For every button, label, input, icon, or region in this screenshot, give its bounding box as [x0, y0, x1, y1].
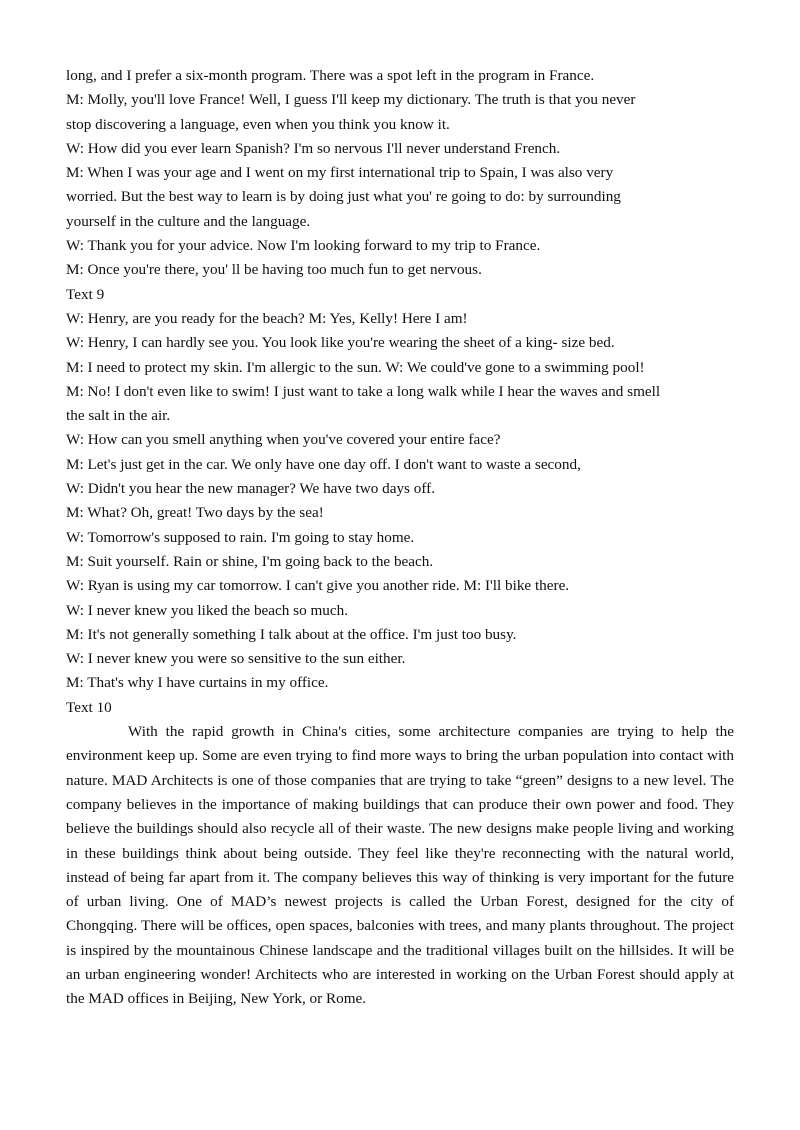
text-line: W: Tomorrow's supposed to rain. I'm going to stay home.	[66, 528, 415, 546]
text-line: M: Molly, you'll love France! Well, I guess I'll keep my dictionary. The truth is that you never	[66, 91, 636, 109]
text-line: W: Henry, I can hardly see you. You look like you're wearing the sheet of a king- size bed.	[66, 334, 615, 352]
text-line: M: No! I don't even like to swim! I just want to take a long walk while I hear the waves and smell	[66, 382, 661, 400]
text-line: W: How can you smell anything when you've covered your entire face?	[66, 431, 501, 449]
text-line: M: Suit yourself. Rain or shine, I'm going back to the beach.	[66, 552, 434, 570]
document-page	[66, 64, 734, 1012]
text-line: worried. But the best way to learn is by doing just what you' re going to do: by surrounding	[66, 188, 621, 206]
text-line: stop discovering a language, even when you think you know it.	[66, 115, 450, 133]
text-10-paragraph: With the rapid growth in China's cities, some architecture companies are trying to help the environment keep up. Some are even trying to find more ways to bring the urban population into contact with nature. MAD Architects is one of those companies that are trying to take “green” designs to a new level. The company believes in the importance of making buildings that can produce their own power and food. They believe the buildings should also recycle all of their waste. The new designs make people living and working in these buildings think about being outside. They feel like they're reconnecting with the natural world, instead of being far apart from it. The company believes this way of thinking is very important for the future of urban living. One of MAD’s newest projects is called the Urban Forest, designed for the city of Chongqing. There will be offices, open spaces, balconies with trees, and many plants throughout. The project is inspired by the mountainous Chinese landscape and the traditional villages built on the hillsides. It will be an urban engineering wonder! Architects who are interested in working on the Urban Forest should apply at the MAD offices in Beijing, New York, or Rome.	[66, 723, 734, 1008]
section-heading-text-9: Text 9	[66, 285, 105, 303]
text-line: M: What? Oh, great! Two days by the sea!	[66, 504, 324, 522]
text-line: yourself in the culture and the language.	[66, 212, 311, 230]
text-line: W: I never knew you liked the beach so much.	[66, 601, 348, 619]
text-line: W: Thank you for your advice. Now I'm looking forward to my trip to France.	[66, 237, 541, 255]
text-line: long, and I prefer a six-month program. There was a spot left in the program in France.	[66, 67, 595, 84]
section-heading-text-10: Text 10	[66, 698, 112, 716]
text-line: M: That's why I have curtains in my office.	[66, 674, 329, 692]
text-line: W: Ryan is using my car tomorrow. I can't give you another ride. M: I'll bike there.	[66, 577, 570, 595]
text-line: W: I never knew you were so sensitive to the sun either.	[66, 650, 406, 668]
text-line: M: I need to protect my skin. I'm allergic to the sun. W: We could've gone to a swimming pool!	[66, 358, 645, 376]
text-line: M: Let's just get in the car. We only have one day off. I don't want to waste a second,	[66, 455, 581, 473]
text-line: W: How did you ever learn Spanish? I'm so nervous I'll never understand French.	[66, 139, 561, 157]
text-line: W: Didn't you hear the new manager? We have two days off.	[66, 480, 435, 498]
text-line: M: It's not generally something I talk about at the office. I'm just too busy.	[66, 625, 517, 643]
text-line: M: Once you're there, you' ll be having too much fun to get nervous.	[66, 261, 482, 279]
text-line: W: Henry, are you ready for the beach? M: Yes, Kelly! Here I am!	[66, 309, 468, 327]
text-line: the salt in the air.	[66, 407, 171, 425]
text-line: M: When I was your age and I went on my first international trip to Spain, I was also very	[66, 164, 614, 182]
